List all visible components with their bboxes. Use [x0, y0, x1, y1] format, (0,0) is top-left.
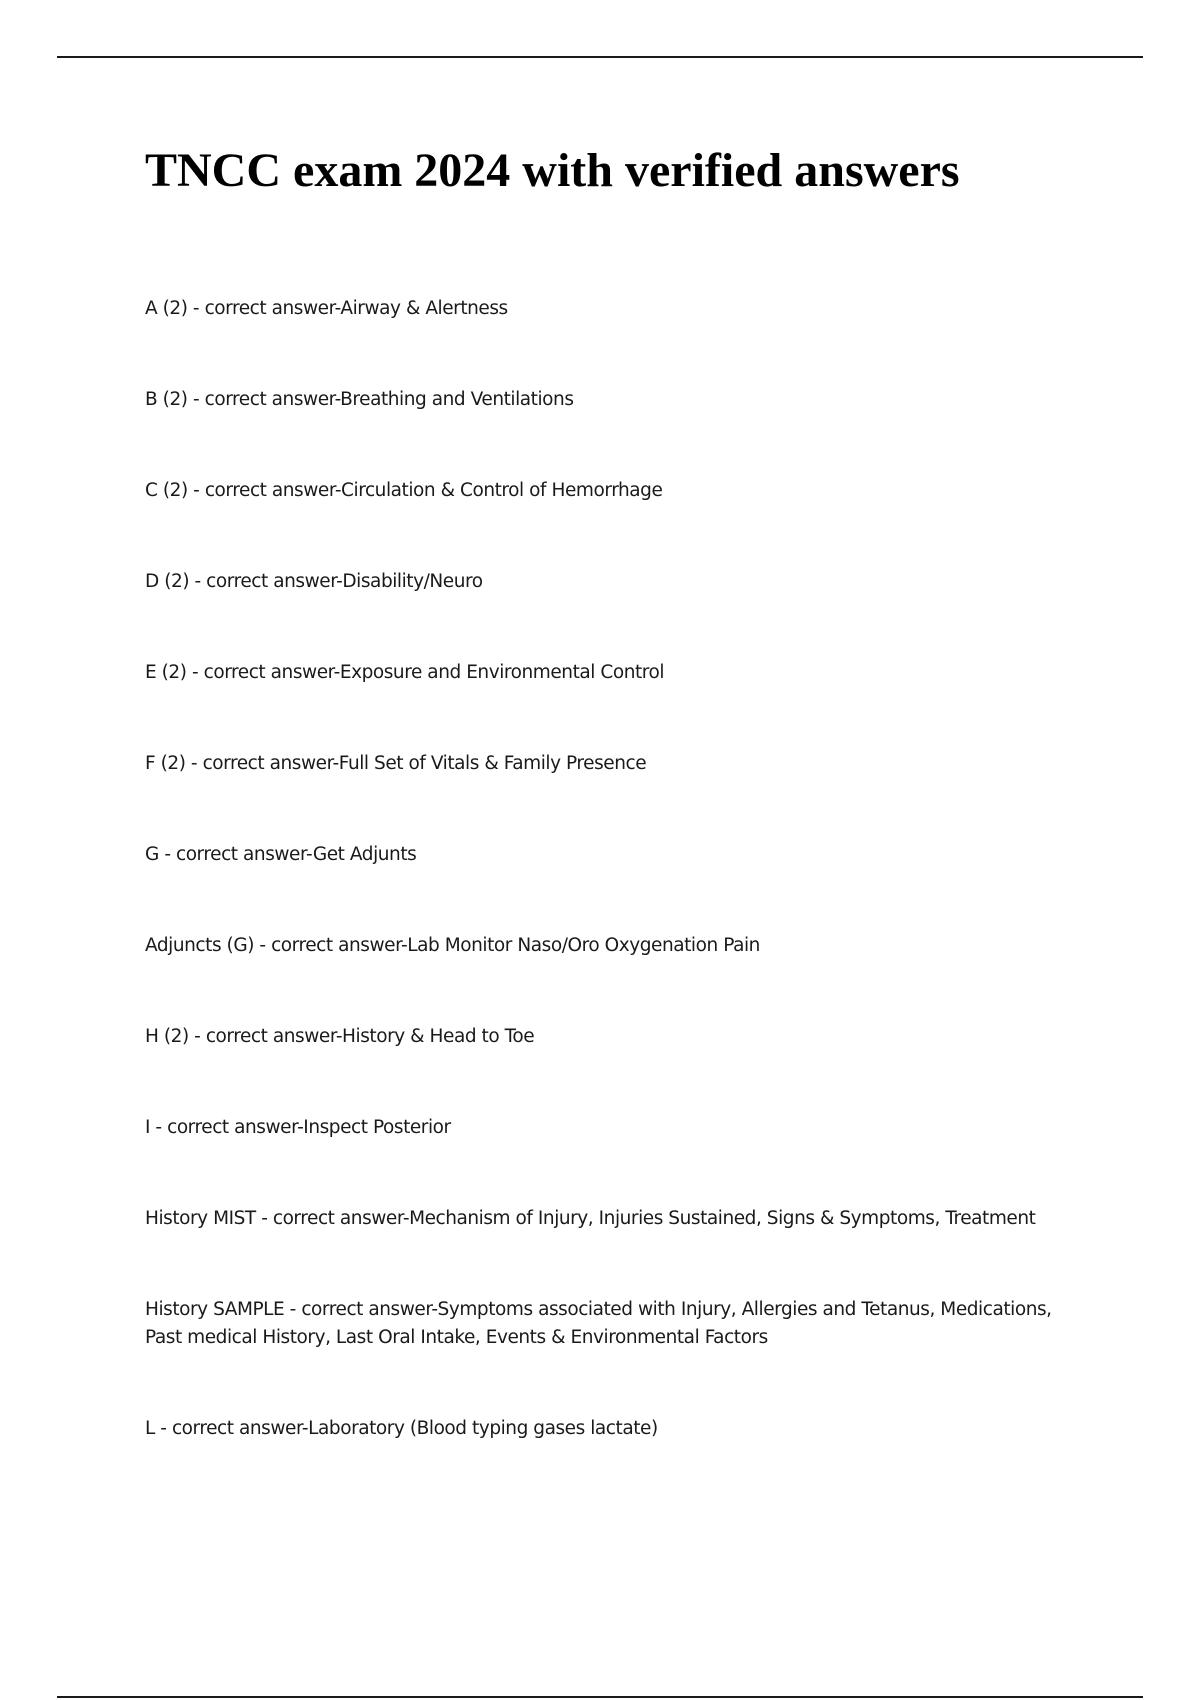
- qa-item-b: B (2) - correct answer-Breathing and Ventilations: [145, 389, 574, 410]
- qa-item-d: D (2) - correct answer-Disability/Neuro: [145, 571, 483, 592]
- page-title: TNCC exam 2024 with verified answers: [145, 144, 960, 197]
- bottom-rule: [57, 1696, 1143, 1698]
- qa-item-a: A (2) - correct answer-Airway & Alertness: [145, 298, 508, 319]
- qa-item-i: I - correct answer-Inspect Posterior: [145, 1117, 451, 1138]
- qa-item-c: C (2) - correct answer-Circulation & Control of Hemorrhage: [145, 480, 663, 501]
- qa-item-f: F (2) - correct answer-Full Set of Vitals & Family Presence: [145, 753, 647, 774]
- qa-item-l: L - correct answer-Laboratory (Blood typing gases lactate): [145, 1418, 658, 1439]
- qa-item-g: G - correct answer-Get Adjunts: [145, 844, 417, 865]
- qa-item-history-mist: History MIST - correct answer-Mechanism of Injury, Injuries Sustained, Signs & Symptoms, Treatment: [145, 1208, 1036, 1229]
- qa-item-adjuncts: Adjuncts (G) - correct answer-Lab Monitor Naso/Oro Oxygenation Pain: [145, 935, 760, 956]
- qa-item-history-sample: History SAMPLE - correct answer-Symptoms associated with Injury, Allergies and Tetanus, Medications, Past medical History, Last Oral Intake, Events & Environmental Factors: [145, 1299, 1052, 1348]
- qa-item-e: E (2) - correct answer-Exposure and Environmental Control: [145, 662, 665, 683]
- top-rule: [57, 56, 1143, 58]
- qa-list: [145, 295, 1085, 1506]
- qa-item-h: H (2) - correct answer-History & Head to Toe: [145, 1026, 535, 1047]
